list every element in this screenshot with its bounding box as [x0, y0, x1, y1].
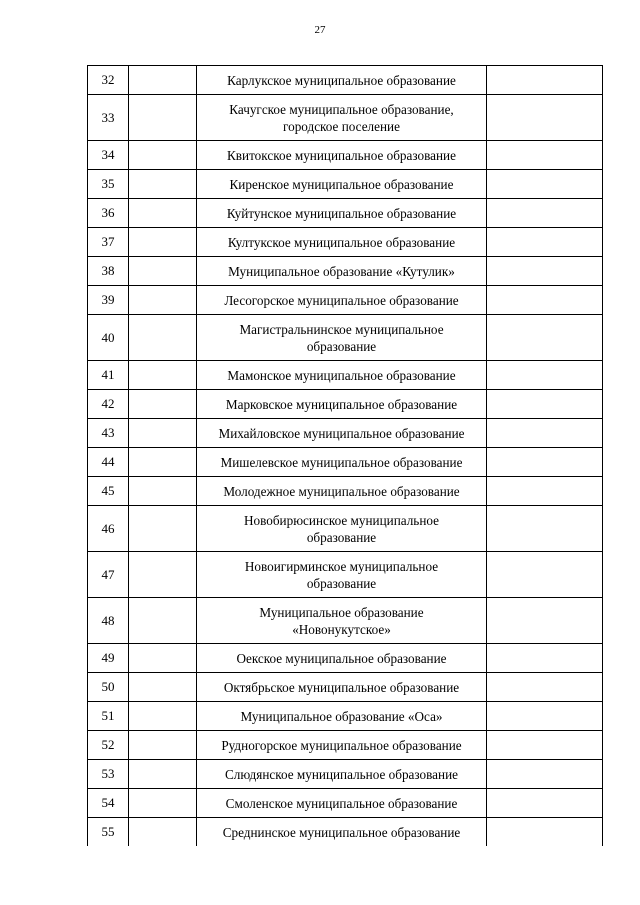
formation-name [197, 644, 487, 672]
formation-name [197, 199, 487, 227]
empty-cell [129, 228, 197, 256]
empty-cell [487, 477, 602, 505]
formation-name-line: Рудногорское муниципальное образование [221, 737, 462, 753]
empty-cell [487, 506, 602, 551]
formation-name-line: Михайловское муниципальное образование [218, 425, 465, 441]
formation-name-line: Оекское муниципальное образование [236, 650, 447, 666]
formation-name [197, 419, 487, 447]
formation-name-line: образование [306, 575, 377, 591]
empty-cell [487, 818, 602, 846]
empty-cell [129, 598, 197, 643]
row-number: 44 [88, 448, 129, 476]
table-row [88, 506, 602, 552]
table-row [88, 361, 602, 390]
formation-name-line: городское поселение [283, 118, 400, 134]
table-row [88, 390, 602, 419]
empty-cell [487, 257, 602, 285]
formation-name [197, 257, 487, 285]
formation-name [197, 760, 487, 788]
empty-cell [487, 170, 602, 198]
row-number: 39 [88, 286, 129, 314]
table-row [88, 644, 602, 673]
table-row [88, 731, 602, 760]
empty-cell [129, 141, 197, 169]
table-row [88, 170, 602, 199]
formation-name-line: Магистральнинское муниципальное [239, 321, 444, 337]
table-row [88, 552, 602, 598]
empty-cell [487, 361, 602, 389]
row-number: 53 [88, 760, 129, 788]
empty-cell [487, 552, 602, 597]
row-number: 46 [88, 506, 129, 551]
formation-name [197, 315, 487, 360]
row-number: 38 [88, 257, 129, 285]
empty-cell [129, 390, 197, 418]
table-row [88, 141, 602, 170]
table-row [88, 789, 602, 818]
table-row [88, 673, 602, 702]
formation-name-line: Марковское муниципальное образование [225, 396, 458, 412]
empty-cell [487, 95, 602, 140]
empty-cell [129, 315, 197, 360]
row-number: 49 [88, 644, 129, 672]
table-row [88, 315, 602, 361]
empty-cell [129, 199, 197, 227]
row-number: 37 [88, 228, 129, 256]
table-row [88, 598, 602, 644]
table-row [88, 702, 602, 731]
formation-name [197, 702, 487, 730]
empty-cell [487, 598, 602, 643]
empty-cell [129, 257, 197, 285]
empty-cell [129, 731, 197, 759]
empty-cell [487, 390, 602, 418]
row-number: 42 [88, 390, 129, 418]
formation-name [197, 673, 487, 701]
empty-cell [129, 818, 197, 846]
formation-name [197, 66, 487, 94]
empty-cell [487, 419, 602, 447]
empty-cell [129, 170, 197, 198]
formation-name-line: Молодежное муниципальное образование [223, 483, 460, 499]
row-number: 45 [88, 477, 129, 505]
row-number: 50 [88, 673, 129, 701]
formation-name-line: Киренское муниципальное образование [229, 176, 454, 192]
empty-cell [487, 789, 602, 817]
formation-name-line: Мамонское муниципальное образование [227, 367, 456, 383]
table-row [88, 257, 602, 286]
table-row [88, 286, 602, 315]
row-number: 52 [88, 731, 129, 759]
empty-cell [487, 448, 602, 476]
table-row [88, 760, 602, 789]
row-number: 36 [88, 199, 129, 227]
table-row [88, 66, 602, 95]
formation-name-line: Куйтунское муниципальное образование [226, 205, 457, 221]
empty-cell [487, 673, 602, 701]
empty-cell [129, 286, 197, 314]
municipal-formations-table [87, 65, 603, 846]
formation-name [197, 506, 487, 551]
table-row [88, 419, 602, 448]
formation-name [197, 141, 487, 169]
empty-cell [129, 702, 197, 730]
table-row [88, 477, 602, 506]
formation-name [197, 390, 487, 418]
empty-cell [129, 552, 197, 597]
formation-name-line: Карлукское муниципальное образование [227, 72, 456, 88]
formation-name-line: Муниципальное образование «Оса» [240, 708, 443, 724]
empty-cell [129, 477, 197, 505]
formation-name-line: Квитокское муниципальное образование [227, 147, 456, 163]
row-number: 41 [88, 361, 129, 389]
empty-cell [129, 789, 197, 817]
empty-cell [487, 760, 602, 788]
formation-name-line: «Новонукутское» [292, 621, 391, 637]
formation-name-line: Смоленское муниципальное образование [225, 795, 458, 811]
formation-name-line: Лесогорское муниципальное образование [224, 292, 459, 308]
formation-name-line: Муниципальное образование «Кутулик» [228, 263, 455, 279]
formation-name [197, 598, 487, 643]
formation-name-line: Среднинское муниципальное образование [222, 824, 461, 840]
empty-cell [487, 731, 602, 759]
formation-name-line: образование [306, 338, 377, 354]
empty-cell [487, 315, 602, 360]
formation-name-line: образование [306, 529, 377, 545]
row-number: 32 [88, 66, 129, 94]
empty-cell [487, 66, 602, 94]
empty-cell [129, 673, 197, 701]
formation-name [197, 731, 487, 759]
row-number: 34 [88, 141, 129, 169]
formation-name [197, 552, 487, 597]
row-number: 35 [88, 170, 129, 198]
formation-name [197, 789, 487, 817]
formation-name-line: Качугское муниципальное образование, [229, 101, 454, 117]
formation-name-line: Муниципальное образование [259, 604, 424, 620]
table-row [88, 95, 602, 141]
formation-name [197, 361, 487, 389]
empty-cell [129, 419, 197, 447]
table-row [88, 228, 602, 257]
empty-cell [129, 66, 197, 94]
empty-cell [129, 506, 197, 551]
row-number: 51 [88, 702, 129, 730]
row-number: 33 [88, 95, 129, 140]
empty-cell [129, 95, 197, 140]
formation-name [197, 286, 487, 314]
formation-name-line: Новобирюсинское муниципальное [244, 512, 439, 528]
formation-name-line: Култукское муниципальное образование [227, 234, 456, 250]
empty-cell [487, 286, 602, 314]
empty-cell [487, 228, 602, 256]
formation-name-line: Октябрьское муниципальное образование [223, 679, 460, 695]
formation-name [197, 818, 487, 846]
formation-name [197, 448, 487, 476]
empty-cell [487, 141, 602, 169]
row-number: 40 [88, 315, 129, 360]
page-number: 27 [314, 24, 326, 36]
empty-cell [129, 448, 197, 476]
empty-cell [129, 644, 197, 672]
formation-name [197, 228, 487, 256]
row-number: 43 [88, 419, 129, 447]
row-number: 55 [88, 818, 129, 846]
empty-cell [129, 760, 197, 788]
formation-name-line: Новоигирминское муниципальное [244, 558, 439, 574]
row-number: 54 [88, 789, 129, 817]
table-row [88, 448, 602, 477]
formation-name-line: Мишелевское муниципальное образование [220, 454, 463, 470]
empty-cell [487, 199, 602, 227]
empty-cell [129, 361, 197, 389]
formation-name [197, 95, 487, 140]
formation-name-line: Слюдянское муниципальное образование [225, 766, 458, 782]
row-number: 47 [88, 552, 129, 597]
empty-cell [487, 644, 602, 672]
formation-name [197, 170, 487, 198]
table-row [88, 199, 602, 228]
table-row [88, 818, 602, 846]
row-number: 48 [88, 598, 129, 643]
empty-cell [487, 702, 602, 730]
formation-name [197, 477, 487, 505]
